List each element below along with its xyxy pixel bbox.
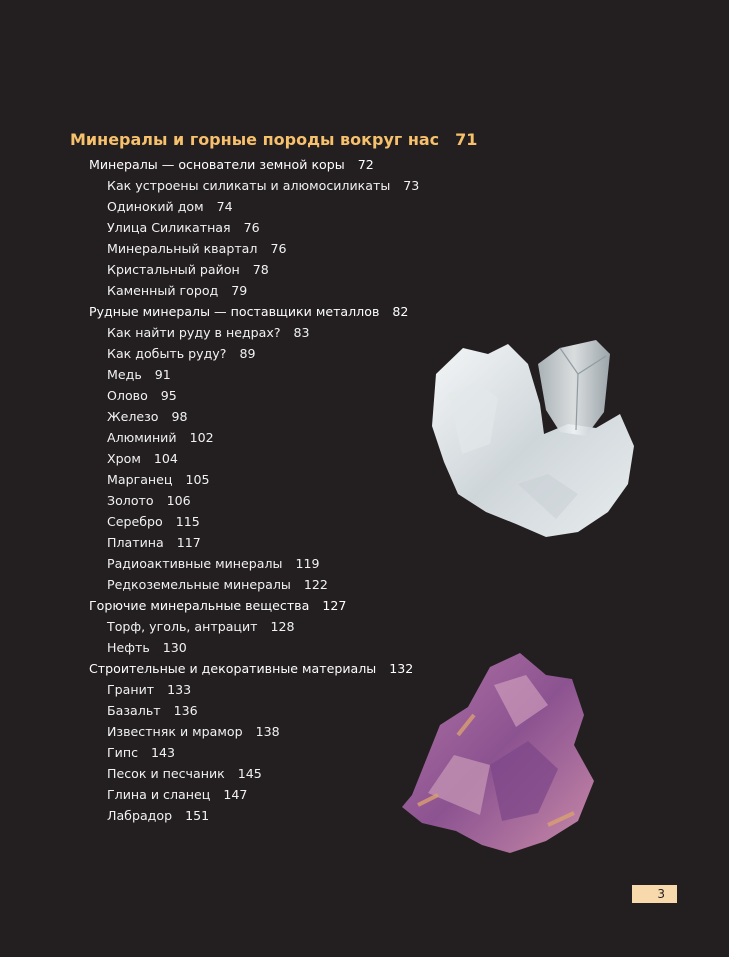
toc-entry-page: 74 [216,199,233,214]
toc-entry-page: 143 [151,745,176,760]
toc-entry-title: Редкоземельные минералы [107,577,291,592]
toc-entry-title: Каменный город [107,283,219,298]
toc-entry-title: Олово [107,388,148,403]
toc-entry-page: 138 [255,724,280,739]
fluorite-crystal-image [398,645,598,860]
toc-entry-page: 79 [231,283,248,298]
toc-entry-title: Как добыть руду? [107,346,227,361]
toc-entry-title: Базальт [107,703,161,718]
toc-entry-page: 133 [167,682,192,697]
toc-entry-title: Гранит [107,682,155,697]
toc-entry-page: 76 [270,241,287,256]
toc-subsection [70,322,490,343]
toc-entry-title: Золото [107,493,154,508]
toc-entry-title: Глина и сланец [107,787,211,802]
toc-entry-page: 117 [176,535,201,550]
toc-entry-title: Марганец [107,472,173,487]
toc-entry-title: Рудные минералы — поставщики металлов [89,304,380,319]
toc-entry-page: 128 [270,619,295,634]
toc-entry-page: 147 [223,787,248,802]
toc-subsection [70,175,490,196]
toc-entry-title: Минералы — основатели земной коры [89,157,345,172]
toc-entry-page: 95 [160,388,177,403]
toc-subsection [70,217,490,238]
chapter-title [70,130,490,150]
toc-entry-page: 127 [322,598,347,613]
toc-subsection [70,406,490,427]
toc-entry-page: 106 [166,493,191,508]
toc-entry-page: 115 [175,514,200,529]
toc-entry-title: Хром [107,451,141,466]
toc-subsection [70,469,490,490]
toc-entry-page: 73 [403,178,420,193]
toc-entry-page: 105 [185,472,210,487]
toc-entry-title: Железо [107,409,159,424]
chapter-title-text: Минералы и горные породы вокруг нас [70,130,440,149]
toc-entry-title: Строительные и декоративные материалы [89,661,377,676]
toc-subsection [70,385,490,406]
toc-section [70,595,490,616]
toc-entry-title: Платина [107,535,164,550]
toc-entry-page: 136 [173,703,198,718]
toc-subsection [70,238,490,259]
toc-entry-page: 83 [293,325,310,340]
toc-entry-title: Улица Силикатная [107,220,231,235]
toc-entry-page: 91 [154,367,171,382]
toc-entry-page: 122 [303,577,328,592]
toc-entry-page: 98 [171,409,188,424]
toc-entry-page: 78 [252,262,269,277]
toc-subsection [70,343,490,364]
page-number-tab: 3 [632,885,677,903]
toc-entry-page: 82 [392,304,409,319]
toc-subsection [70,553,490,574]
toc-subsection [70,448,490,469]
toc-subsection [70,511,490,532]
toc-subsection [70,574,490,595]
quartz-crystal-image [428,334,643,544]
toc-entry-title: Лабрадор [107,808,173,823]
toc-entry-title: Гипс [107,745,139,760]
toc-subsection [70,259,490,280]
toc-entry-title: Нефть [107,640,150,655]
toc-entry-page: 104 [153,451,178,466]
toc-subsection [70,532,490,553]
toc-subsection [70,280,490,301]
toc-entry-page: 132 [389,661,414,676]
toc-entry-title: Как устроены силикаты и алюмосиликаты [107,178,391,193]
toc-entry-title: Минеральный квартал [107,241,258,256]
toc-entry-title: Известняк и мрамор [107,724,243,739]
toc-entry-title: Как найти руду в недрах? [107,325,281,340]
chapter-title-page: 71 [455,130,478,149]
toc-subsection [70,427,490,448]
toc-entry-title: Одинокий дом [107,199,204,214]
toc-entry-title: Кристальный район [107,262,240,277]
toc-entry-title: Песок и песчаник [107,766,225,781]
toc-entry-page: 130 [162,640,187,655]
toc-entry-page: 151 [185,808,210,823]
toc-entry-page: 119 [295,556,320,571]
toc-subsection [70,364,490,385]
toc-entry-title: Медь [107,367,142,382]
toc-subsection [70,616,490,637]
toc-subsection [70,490,490,511]
toc-entry-title: Радиоактивные минералы [107,556,283,571]
toc-entry-title: Торф, уголь, антрацит [107,619,258,634]
toc-entry-page: 102 [189,430,214,445]
toc-entry-page: 145 [237,766,262,781]
toc-entry-title: Горючие минеральные вещества [89,598,310,613]
toc-section [70,301,490,322]
toc-entry-title: Серебро [107,514,163,529]
toc-section [70,154,490,175]
toc-subsection [70,196,490,217]
toc-entry-title: Алюминий [107,430,177,445]
toc-entry-page: 76 [243,220,260,235]
toc-entry-page: 89 [239,346,256,361]
toc-entry-page: 72 [357,157,374,172]
